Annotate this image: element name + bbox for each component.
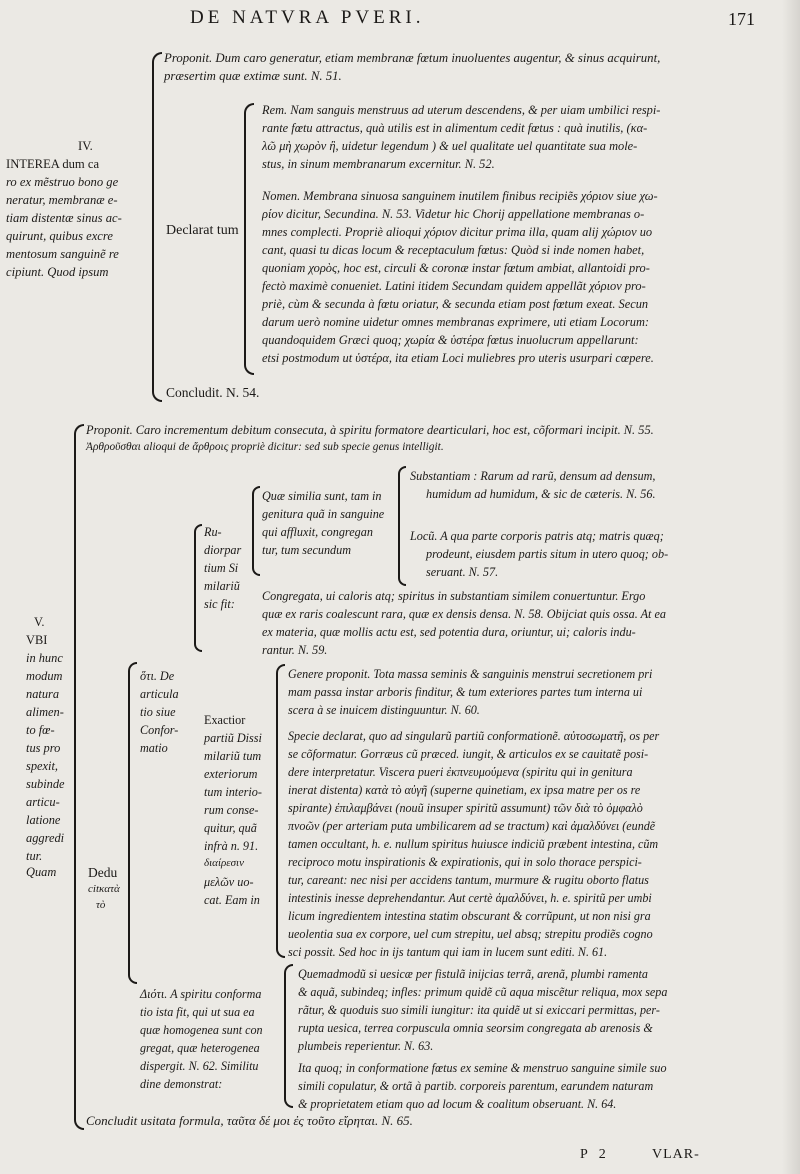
brace-rudior xyxy=(194,524,202,652)
brace-quae-similia xyxy=(252,486,260,576)
brace-substantiam xyxy=(398,466,406,586)
signature-mark: P 2 xyxy=(580,1147,610,1162)
brace-hoti xyxy=(128,662,137,984)
declarat-tum-label: Declarat tum xyxy=(166,223,239,238)
brace-exactior xyxy=(276,664,285,958)
page-number: 171 xyxy=(728,9,755,29)
catchword: VLAR- xyxy=(652,1147,700,1162)
section-5-concludit: Concludit usitata formula, ταῦτα δέ μοι ἐς τοῦτο εἴρηται. N. 65. xyxy=(86,1113,413,1128)
section-4-concludit: Concludit. N. 54. xyxy=(166,385,260,400)
brace-section-5 xyxy=(74,424,84,1130)
book-page: DE NATVRA PVERI. 171 IV. INTEREA dum ca ro ex mẽstruo bono ge neratur, membranæ e- tiam distentæ sinus ac- quirunt, quibus excre mentosum sanguinẽ re cipiunt. Quod ipsum Proponit. Dum caro generatur, etiam membranæ fœtum inuoluentes augentur, & sinus acquirunt, præsertim quæ extimæ sunt. N. 51. Declarat tum Rem. Nam sanguis menstruus ad uterum descendens, & per uiam umbilici respi- rante fœtu attractus, quà utilis est in alimentum cedit fœtus : quà inutilis, (κα- λῶ μὴ χωρὸν ἢ, uidetur legendum ) & uel qualitate uel quantitate sua mole- stus, in sinum membranarum excernitur. N. 52. Nomen. Membrana sinuosa sanguinem inutilem finibus recipiẽs χόριον siue χω- ρίον dicitur, Secundina. N. 53. Videtur hic Chorij appellatione membranas o- mnes complecti. Propriè alioqui χόριον dicitur prima illa, quam alij χώριον uo cant, quasi tu dicas locum & receptaculum fœtus: Quòd si inde nomen habet, quoniam χορὸς, hoc est, circuli & coronæ instar fœtum ambiat, allantoidi pro- fectò maximè conueniet. Latini itidem Secundam quidem appellãt χόριον pro- priè, cùm & secunda à fœtu oriatur, & secunda etiam post fœtum exeat. Secun darum uerò nomine uidetur omnes membranas exprimere, uti etiam Locorum: quandoquidem Græci quoq; χωρία & ὑστέρα fœtus inuolucrum appellarunt: etsi postmodum ut ὑστέρα, ita etiam Loci muliebres pro uteris usurpari cœpere. Concludit. N. 54. V. VBI in hunc modum natura alimen- to fœ- tus pro spexit, subinde articu- latione aggredi tur. Quam Proponit. Caro incrementum debitum consecuta, à spiritu formatore dearticulari, hoc est, cõformari incipit. N. 55. Ἀρθροῦσθαι alioqui de ἄρθροις propriè dicitur: sed sub specie genus intelligit. Dedu citκατὰ τὸ ὅτι. De articula tio siue Confor- matio Ru- diorpar tium Si milariũ sic fit: Quæ similia sunt, tam in genitura quã in sanguine qui affluxit, congregan tur, tum secundum Substantiam : Rarum ad rarũ, densum ad densum, humidum ad humidum, & sic de cæteris. N. 56. Locũ. A qua parte corporis patris atq; matris quæq; prodeunt, eiusdem partis situm in utero quoq; ob- seruant. N. 57. Congregata, ui caloris atq; spiritus in substantiam similem conuertuntur. Ergo quæ ex raris coalescunt rara, quæ ex densis densa. N. 58. Obijciat quis ossa. At ea ex materia, quæ mollis actu est, sed potentia dura, oriuntur, ui; caloris indu- rantur. N. 59. Exactior partiũ Dissi milariũ tum exteriorum tum interio- rum conse- quitur, quã infrà n. 91. διαίρεσιν μελῶν uo- cat. Eam in Genere proponit. Tota massa seminis & sanguinis menstrui secretionem pri mam passa instar arboris finditur, & tum exteriores partes tum interna ui scera à se inuicem distinguuntur. N. 60. Specie declarat, quo ad singularũ partiũ conformationẽ. αὐτοσωματῆ, os per se cõformatur. Gorræus cũ præced. iungit, & articulos ex se cauitatẽ posi- dere interpretatur. Viscera pueri ἐκπνευμούμενα (spiritu qui in genitura inerat distenta) κατὰ τὸ αὐγῆ (superne quinetiam, ex ipsa matre per os re spirante) ἐπιλαμβάνει (nouũ insuper spiritũ assumunt) τῶν διὰ τὸ ὀμφαλὸ πνοῶν (per arteriam puta umbilicarem ad se tractum) καὶ ἀμαλδύνει (eundẽ tamen occultant, h. e. nullum spiritus huiusce indiciũ præbent intestina, cũm reciproco motu inspirationis & expirationis, qui in solo thorace perspici- tur, careant: nec nisi per accidens tantum, murmure & rugitu oborto flatus intestinis inesse deprehendantur. Aut certè ἀμαλδύνει, h. e. spiritũ per umbi licum ingredientem intestina statim obscurant & corrũpunt, ut non nisi gra ueolentia sua ex corpore, uel cum strepitu, uel absq; strepitu prodiẽs cogno sci possit. Sed hoc in ijs tantum qui iam in lucem sunt editi. N. 61. Διότι. A spiritu conforma tio ista fit, qui ut sua ea quæ homogenea sunt con gregat, quæ heterogenea dispergit. N. 62. Similitu dine demonstrat: Quemadmodũ si uesicæ per fistulã inijcias terrã, arenã, plumbi ramenta & aquã, subindeq; infles: primum quidẽ cũ aqua miscẽtur reliqua, mox sepa rãtur, & quoduis suo simili iungitur: ita quidẽ ut si exiccari permittas, per- rupta uesica, terrea corpuscula omnia seorsim congregata ab arenosis & plumbeis reperientur. N. 63. Ita quoq; in conformatione fœtus ex semine & menstruo sanguine simile suo simili copulatur, & ortã à partib. corporeis parentum, earundem naturam & proprietatem etiam quo ad locum & coalitum obseruant. N. 64. Concludit usitata formula, ταῦτα δέ μοι ἐς τοῦτο εἴρηται. N. 65. P 2 VLAR- xyxy=(0,0,800,1174)
page-edge-shadow xyxy=(782,0,800,1174)
running-title: DE NATVRA PVERI. xyxy=(190,7,425,28)
brace-section-4 xyxy=(152,52,162,402)
brace-declarat xyxy=(244,103,254,375)
brace-dioti xyxy=(284,964,293,1108)
